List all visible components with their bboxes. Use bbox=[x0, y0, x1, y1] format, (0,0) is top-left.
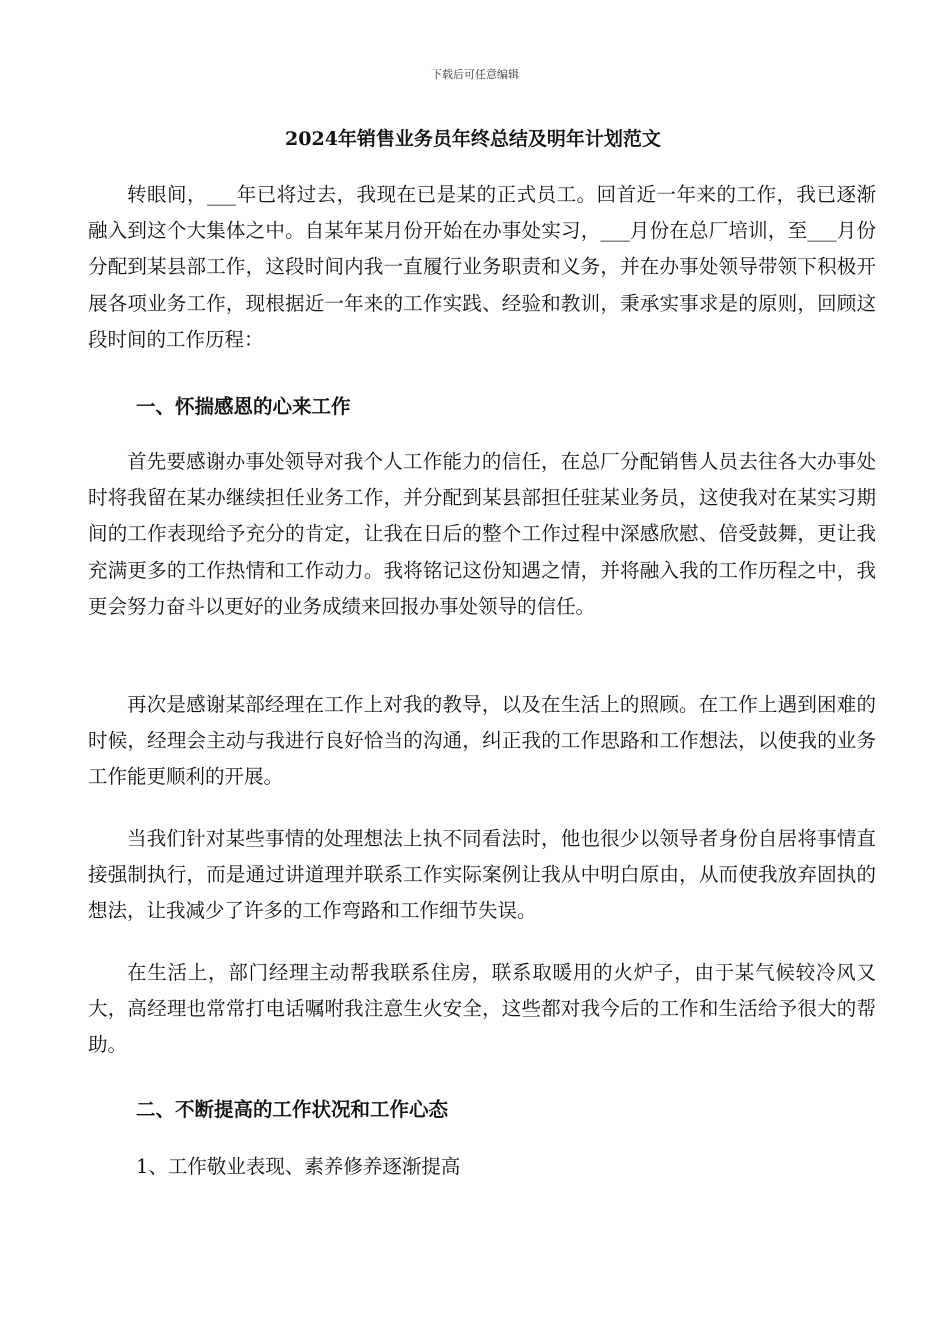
paragraph-life-support: 在生活上，部门经理主动帮我联系住房，联系取暖用的火炉子，由于某气候较冷风又大，高经理也常常打电话嘱咐我注意生火安全，这些都对我今后的工作和生活给予很大的帮助。 bbox=[88, 961, 876, 1057]
section-heading-2: 二、不断提高的工作状况和工作心态 bbox=[136, 1098, 449, 1121]
subsection-heading-1: 1、工作敬业表现、素养修养逐渐提高 bbox=[136, 1155, 461, 1178]
document-title: 2024年销售业务员年终总结及明年计划范文 bbox=[285, 128, 661, 150]
paragraph-manager-guidance: 当我们针对某些事情的处理想法上执不同看法时，他也很少以领导者身份自居将事情直接强制执行，而是通过讲道理并联系工作实际案例让我从中明白原由，从而使我放弃固执的想法，让我减少了许多的工作弯路和工作细节失误。 bbox=[88, 827, 876, 923]
intro-paragraph: 转眼间，___年已将过去，我现在已是某的正式员工。回首近一年来的工作，我已逐渐融入到这个大集体之中。自某年某月份开始在办事处实习，___月份在总厂培训，至___月份分配到某县部工作，这段时间内我一直履行业务职责和义务，并在办事处领导带领下积极开展各项业务工作，现根据近一年来的工作实践、经验和教训，秉承实事求是的原则，回顾这段时间的工作历程： bbox=[88, 183, 876, 351]
paragraph-gratitude-manager: 再次是感谢某部经理在工作上对我的教导，以及在生活上的照顾。在工作上遇到困难的时候，经理会主动与我进行良好恰当的沟通，纠正我的工作思路和工作想法，以使我的业务工作能更顺利的开展。 bbox=[88, 693, 876, 789]
section-heading-1: 一、怀揣感恩的心来工作 bbox=[136, 395, 351, 418]
header-note: 下载后可任意编辑 bbox=[431, 68, 519, 81]
paragraph-gratitude-leaders: 首先要感谢办事处领导对我个人工作能力的信任，在总厂分配销售人员去往各大办事处时将我留在某办继续担任业务工作，并分配到某县部担任驻某业务员，这使我对在某实习期间的工作表现给予充分的肯定，让我在日后的整个工作过程中深感欣慰、倍受鼓舞，更让我充满更多的工作热情和工作动力。我将铭记这份知遇之情，并将融入我的工作历程之中，我更会努力奋斗以更好的业务成绩来回报办事处领导的信任。 bbox=[88, 450, 876, 618]
